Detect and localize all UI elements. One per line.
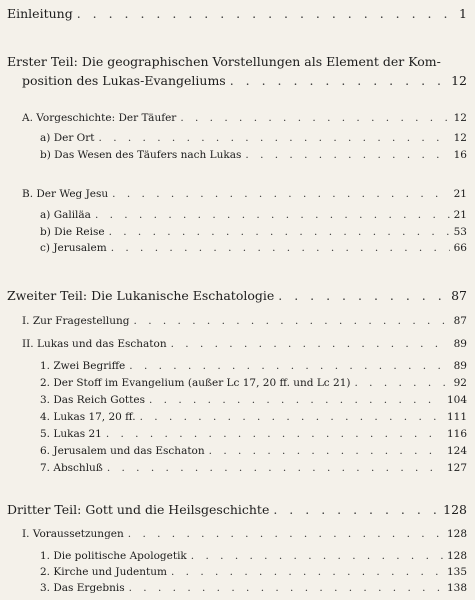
entry-label: position des Lukas-Evangeliums — [22, 73, 226, 88]
entry-page: 12 — [453, 132, 467, 144]
entry-label: 5. Lukas 21 — [40, 428, 102, 440]
entry-page: 21 — [453, 209, 467, 221]
entry-page: 128 — [446, 528, 467, 540]
entry-label: b) Das Wesen des Täufers nach Lukas — [40, 149, 242, 161]
entry-page: 1 — [459, 6, 467, 21]
entry-label: 2. Kirche und Judentum — [40, 566, 167, 578]
toc-entry-b-wesen — [40, 149, 467, 161]
leader-dots — [107, 462, 443, 474]
entry-label: c) Jerusalem — [40, 242, 107, 254]
entry-page: 12 — [453, 112, 467, 124]
entry-page: 111 — [446, 411, 467, 423]
toc-entry-erster-teil — [22, 73, 467, 88]
entry-label: 2. Der Stoff im Evangelium (außer Lc 17, 20 ff. und Lc 21) — [40, 377, 351, 389]
leader-dots — [77, 6, 455, 21]
entry-label: B. Der Weg Jesu — [22, 188, 109, 200]
leader-dots — [149, 394, 443, 406]
entry-page: 128 — [443, 502, 467, 517]
leader-dots — [171, 566, 443, 578]
entry-page: 21 — [453, 188, 467, 200]
toc-entry-zwei-begriffe — [40, 360, 467, 372]
entry-page: 116 — [446, 428, 467, 440]
toc-entry-ergebnis — [40, 582, 467, 594]
leader-dots — [180, 112, 449, 124]
entry-page: 135 — [446, 566, 467, 578]
leader-dots — [354, 377, 449, 389]
toc-entry-lukas-17 — [40, 411, 467, 423]
leader-dots — [129, 582, 443, 594]
entry-page: 89 — [453, 338, 467, 350]
leader-dots — [273, 502, 439, 517]
entry-page: 16 — [453, 149, 467, 161]
leader-dots — [129, 360, 449, 372]
entry-label: 4. Lukas 17, 20 ff. — [40, 411, 136, 423]
entry-page: 53 — [453, 226, 467, 238]
entry-label: 1. Zwei Begriffe — [40, 360, 126, 372]
toc-entry-lukas-eschaton — [22, 338, 467, 350]
entry-label: Zweiter Teil: Die Lukanische Eschatologie — [7, 288, 275, 303]
entry-page: 87 — [451, 288, 467, 303]
entry-label: II. Lukas und das Eschaton — [22, 338, 167, 350]
toc-entry-section-b — [22, 188, 467, 200]
entry-page: 92 — [453, 377, 467, 389]
toc-entry-einleitung — [7, 6, 467, 21]
leader-dots — [171, 338, 450, 350]
entry-label: a) Galiläa — [40, 209, 91, 221]
entry-label: b) Die Reise — [40, 226, 105, 238]
entry-label: 1. Die politische Apologetik — [40, 550, 187, 562]
leader-dots — [111, 242, 450, 254]
entry-page: 124 — [446, 445, 467, 457]
entry-page: 128 — [446, 550, 467, 562]
entry-label: Dritter Teil: Gott und die Heilsgeschichte — [7, 502, 270, 517]
leader-dots — [95, 209, 450, 221]
leader-dots — [112, 188, 449, 200]
entry-page: 89 — [453, 360, 467, 372]
toc-entry-stoff — [40, 377, 467, 389]
leader-dots — [230, 73, 447, 88]
leader-dots — [278, 288, 447, 303]
entry-label: 3. Das Reich Gottes — [40, 394, 145, 406]
toc-entry-section-a — [22, 112, 467, 124]
entry-label: A. Vorgeschichte: Der Täufer — [22, 112, 177, 124]
toc-entry-zweiter-teil — [7, 288, 467, 303]
toc-entry-reise — [40, 226, 467, 238]
entry-label: a) Der Ort — [40, 132, 95, 144]
entry-label: 7. Abschluß — [40, 462, 103, 474]
toc-entry-jerusalem-eschaton — [40, 445, 467, 457]
leader-dots — [128, 528, 443, 540]
leader-dots — [245, 149, 449, 161]
leader-dots — [140, 411, 443, 423]
entry-page: 104 — [446, 394, 467, 406]
toc-entry-a-ort — [40, 132, 467, 144]
toc-entry-dritter-teil — [7, 502, 467, 517]
toc-entry-lukas-21 — [40, 428, 467, 440]
toc-entry-kirche-judentum — [40, 566, 467, 578]
toc-entry-galilaea — [40, 209, 467, 221]
entry-label: 3. Das Ergebnis — [40, 582, 125, 594]
entry-page: 138 — [446, 582, 467, 594]
entry-label: 6. Jerusalem und das Eschaton — [40, 445, 205, 457]
entry-page: 12 — [451, 73, 467, 88]
entry-label: I. Zur Fragestellung — [22, 315, 130, 327]
entry-page: 127 — [446, 462, 467, 474]
entry-page: 66 — [453, 242, 467, 254]
leader-dots — [99, 132, 450, 144]
toc-entry-reich-gottes — [40, 394, 467, 406]
leader-dots — [134, 315, 450, 327]
leader-dots — [209, 445, 443, 457]
leader-dots — [106, 428, 443, 440]
entry-label: I. Voraussetzungen — [22, 528, 124, 540]
toc-entry-jerusalem — [40, 242, 467, 254]
entry-label: Einleitung — [7, 6, 73, 21]
toc-entry-voraussetzungen — [22, 528, 467, 540]
toc-entry-apologetik — [40, 550, 467, 562]
toc-entry-fragestellung — [22, 315, 467, 327]
toc-entry-abschluss — [40, 462, 467, 474]
entry-page: 87 — [453, 315, 467, 327]
leader-dots — [109, 226, 450, 238]
leader-dots — [191, 550, 443, 562]
toc-entry-erster-teil-line1: Erster Teil: Die geographischen Vorstellungen als Element der Kom- — [7, 54, 441, 69]
